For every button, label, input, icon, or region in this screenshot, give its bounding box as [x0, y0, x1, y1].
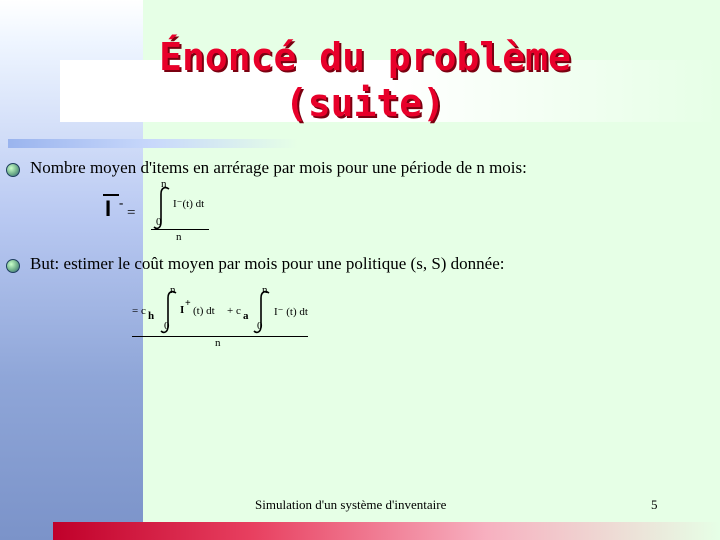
plus-cost-term: + c [227, 305, 241, 317]
bullet-text-1: Nombre moyen d'items en arrérage par mois pour une période de n mois: [30, 158, 527, 177]
integral-upper-limit: n [161, 178, 167, 190]
denominator: n [176, 231, 182, 243]
cost-prefix: = c [132, 305, 146, 317]
integral-sign-icon [151, 186, 173, 230]
integrand: I⁻(t) dt [173, 198, 205, 210]
title-line-1: Énoncé du problème [159, 35, 571, 79]
slide-title [60, 34, 670, 126]
decorative-bottom-bar [53, 522, 720, 540]
backorder-cost-subscript: a [243, 310, 249, 322]
bullet-icon [6, 163, 20, 177]
integrand-1-superscript: + [185, 298, 191, 309]
bullet-text-2: But: estimer le coût moyen par mois pour une politique (s, S) donnée: [30, 254, 505, 273]
lhs-superscript: - [119, 195, 124, 210]
decorative-blue-bar [8, 139, 298, 148]
holding-cost-subscript: h [148, 310, 155, 322]
denominator: n [215, 337, 221, 349]
integrand-1-symbol: I [180, 304, 185, 316]
footer-title: Simulation d'un système d'inventaire [255, 497, 447, 512]
fraction-bar [151, 229, 209, 230]
integral-lower-limit: 0 [257, 320, 263, 332]
formula-average-cost [130, 284, 315, 350]
integral-upper-limit: n [262, 284, 268, 296]
page-number: 5 [651, 497, 658, 512]
integral-lower-limit: 0 [164, 320, 170, 332]
lhs-symbol: I [105, 196, 112, 221]
integral-lower-limit: 0 [156, 216, 162, 228]
integral-upper-limit: n [170, 284, 176, 296]
formula-average-backlog [95, 176, 215, 246]
title-line-2: (suite) [284, 81, 446, 125]
equals-sign: = [127, 205, 136, 221]
integrand-2: I⁻ (t) dt [274, 306, 308, 318]
bullet-icon [6, 259, 20, 273]
integrand-1: (t) dt [193, 305, 215, 317]
